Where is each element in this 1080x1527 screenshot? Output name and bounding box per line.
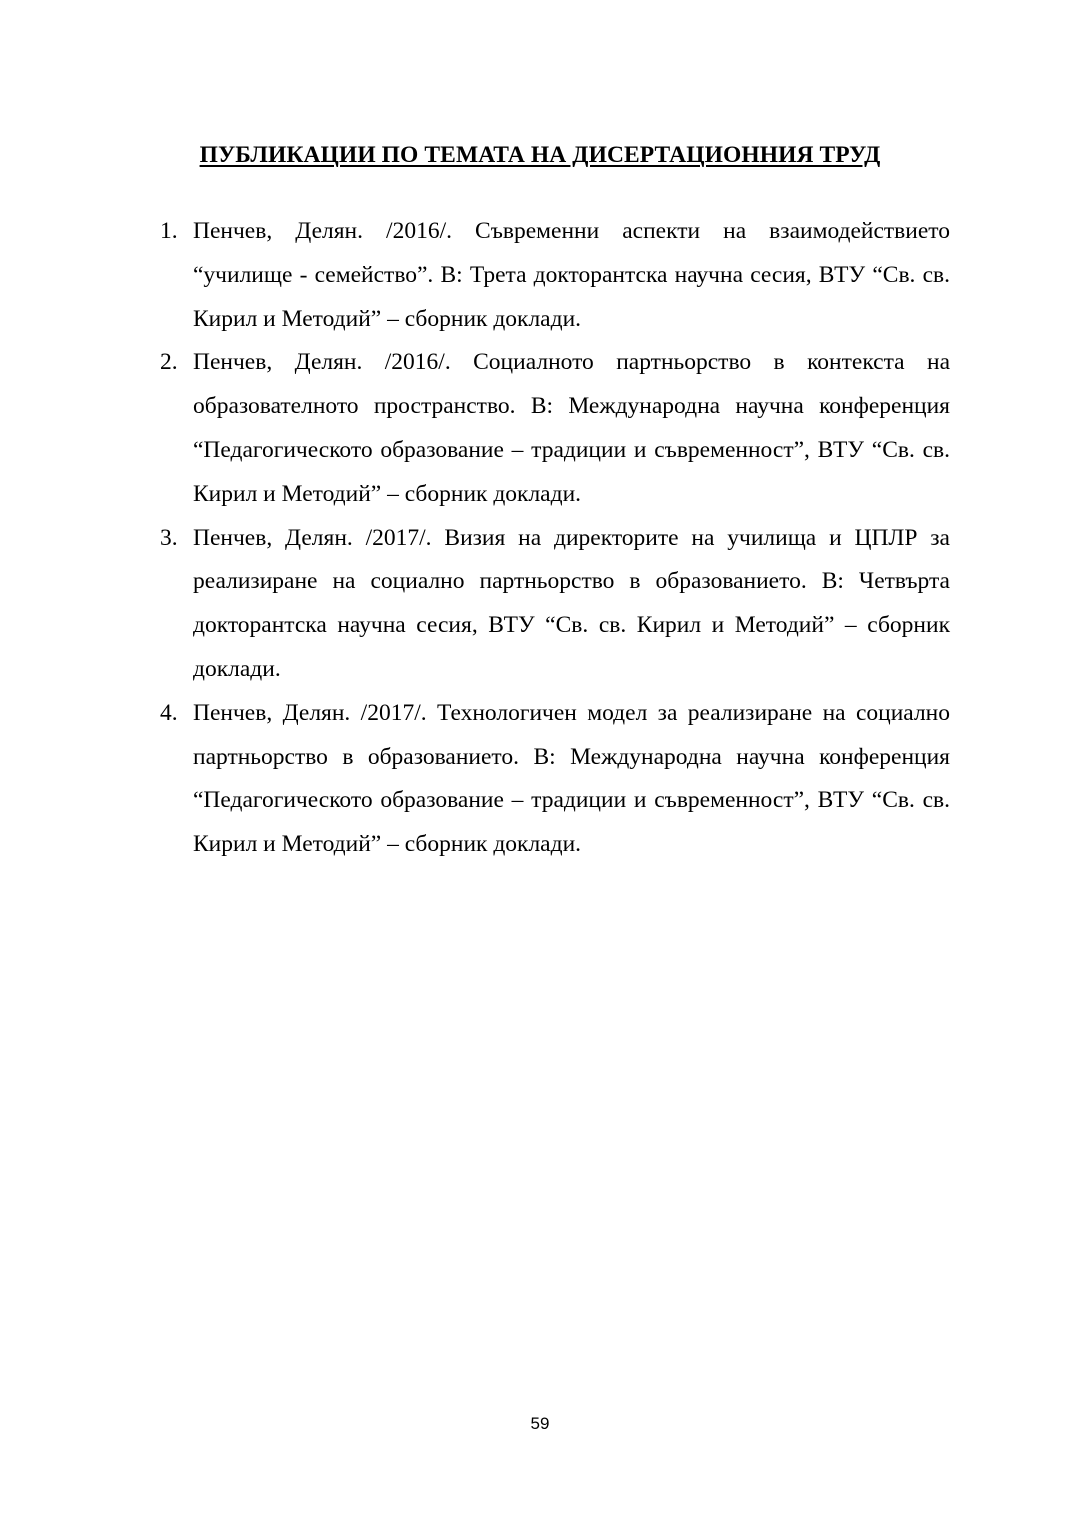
list-item-text: Пенчев, Делян. /2017/. Технологичен модел за реализиране на социално партньорство в образованието. В: Международна научна конференция “Педагогическото образование – традиции и съвременност”, ВТУ “Св. св. Кирил и Методий” – сборник доклади. bbox=[193, 699, 950, 858]
page-number: 59 bbox=[530, 1414, 550, 1433]
list-item bbox=[160, 517, 950, 692]
list-item-text: Пенчев, Делян. /2017/. Визия на директорите на училища и ЦПЛР за реализиране на социално партньорство в образованието. В: Четвърта докторантска научна сесия, ВТУ “Св. св. Кирил и Методий” – сборник доклади. bbox=[193, 524, 950, 682]
list-item bbox=[160, 341, 950, 516]
list-item bbox=[160, 210, 950, 341]
list-item-number: 3. bbox=[160, 524, 178, 551]
list-item-number: 1. bbox=[160, 218, 178, 244]
list-item-text: Пенчев, Делян. /2016/. Социалното партньорство в контекста на образователното пространство. В: Международна научна конференция “Педагогическото образование – традиции и съвременност”, ВТУ “Св. св. Кирил и Методий” – сборник доклади. bbox=[193, 349, 950, 507]
list-item-number: 2. bbox=[160, 349, 178, 376]
publication-list bbox=[160, 210, 950, 867]
list-item-number: 4. bbox=[160, 699, 178, 726]
page-title: ПУБЛИКАЦИИ ПО ТЕМАТА НА ДИСЕРТАЦИОННИЯ ТРУД bbox=[199, 141, 881, 168]
list-item-text: Пенчев, Делян. /2016/. Съвременни аспекти на взаимодействието “училище - семейство”. В: Трета докторантска научна сесия, ВТУ “Св. св. Кирил и Методий” – сборник доклади. bbox=[193, 218, 950, 332]
list-item bbox=[160, 692, 950, 867]
